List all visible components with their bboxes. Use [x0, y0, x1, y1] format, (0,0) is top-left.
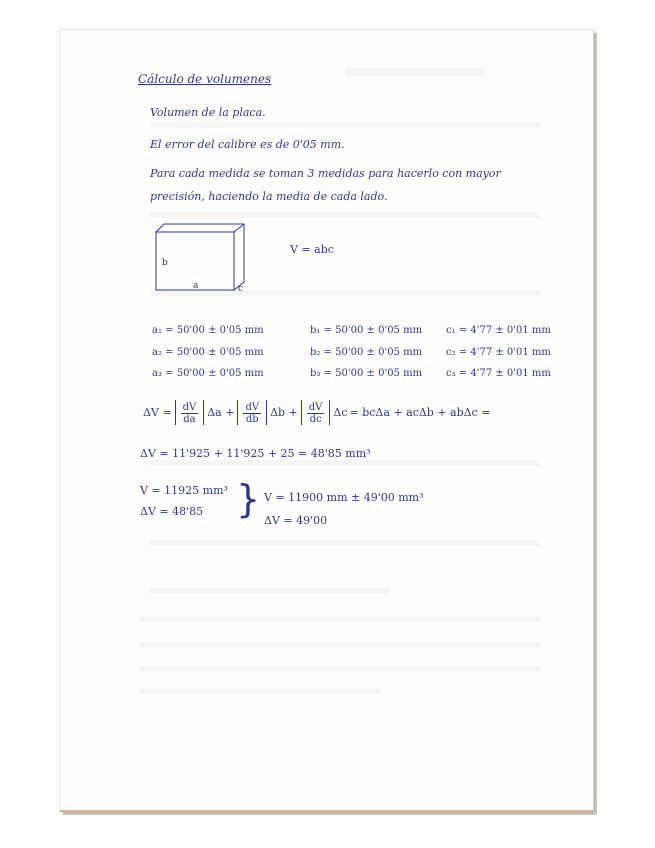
- show-through-text: [150, 122, 540, 128]
- final-error: ΔV = 49'00: [264, 514, 328, 527]
- partial-a: [175, 400, 205, 425]
- volume-formula: V = abc: [290, 243, 334, 256]
- delta-a: Δa +: [207, 406, 235, 419]
- error-value: ΔV = 48'85: [140, 505, 204, 518]
- error-formula: [143, 400, 490, 425]
- partial-c: [301, 400, 331, 425]
- show-through-text: [150, 212, 540, 218]
- measurement-b1: b₁ = 50'00 ± 0'05 mm: [310, 325, 423, 336]
- show-through-text: [150, 460, 540, 466]
- frac-den: da: [183, 414, 196, 425]
- show-through-text: [140, 666, 540, 672]
- frac-den: db: [245, 414, 259, 425]
- measurement-b3: b₃ = 50'00 ± 0'05 mm: [310, 368, 423, 379]
- volume-value: V = 11925 mm³: [140, 484, 228, 497]
- delta-c: Δc: [333, 406, 348, 419]
- final-volume: V = 11900 mm ± 49'00 mm³: [264, 491, 424, 504]
- measurement-c3: c₃ = 4'77 ± 0'01 mm: [446, 368, 551, 379]
- label-b: b: [162, 258, 168, 268]
- show-through-text: [150, 540, 540, 546]
- measurement-c2: c₂ = 4'77 ± 0'01 mm: [446, 347, 551, 358]
- error-result: ΔV = 11'925 + 11'925 + 25 = 48'85 mm³: [140, 447, 371, 460]
- partial-b: [237, 400, 267, 425]
- label-a: a: [193, 281, 199, 291]
- delta-b: Δb +: [270, 406, 298, 419]
- section-subtitle: Volumen de la placa.: [150, 106, 266, 119]
- formula-lhs: ΔV =: [143, 406, 172, 419]
- frac-num: dV: [245, 402, 260, 413]
- text-line: El error del calibre es de 0'05 mm.: [150, 138, 345, 151]
- measurement-b2: b₂ = 50'00 ± 0'05 mm: [310, 347, 423, 358]
- label-c: c: [238, 284, 244, 294]
- show-through-text: [150, 588, 390, 594]
- show-through-text: [140, 688, 380, 694]
- measurement-a1: a₁ = 50'00 ± 0'05 mm: [152, 325, 264, 336]
- brace-icon: }: [236, 477, 261, 521]
- show-through-text: [140, 642, 540, 648]
- text-line: precisión, haciendo la media de cada lado.: [150, 190, 388, 203]
- frac-num: dV: [182, 402, 197, 413]
- show-through-text: [140, 616, 540, 622]
- formula-rhs: = bcΔa + acΔb + abΔc =: [349, 406, 491, 419]
- measurement-c1: c₁ = 4'77 ± 0'01 mm: [446, 325, 551, 336]
- frac-den: dc: [309, 414, 322, 425]
- frac-num: dV: [308, 402, 323, 413]
- show-through-text: [345, 68, 485, 76]
- page-title: Cálculo de volumenes: [138, 72, 272, 86]
- text-line: Para cada medida se toman 3 medidas para hacerlo con mayor: [150, 167, 501, 180]
- measurement-a2: a₂ = 50'00 ± 0'05 mm: [152, 347, 264, 358]
- measurement-a3: a₃ = 50'00 ± 0'05 mm: [152, 368, 264, 379]
